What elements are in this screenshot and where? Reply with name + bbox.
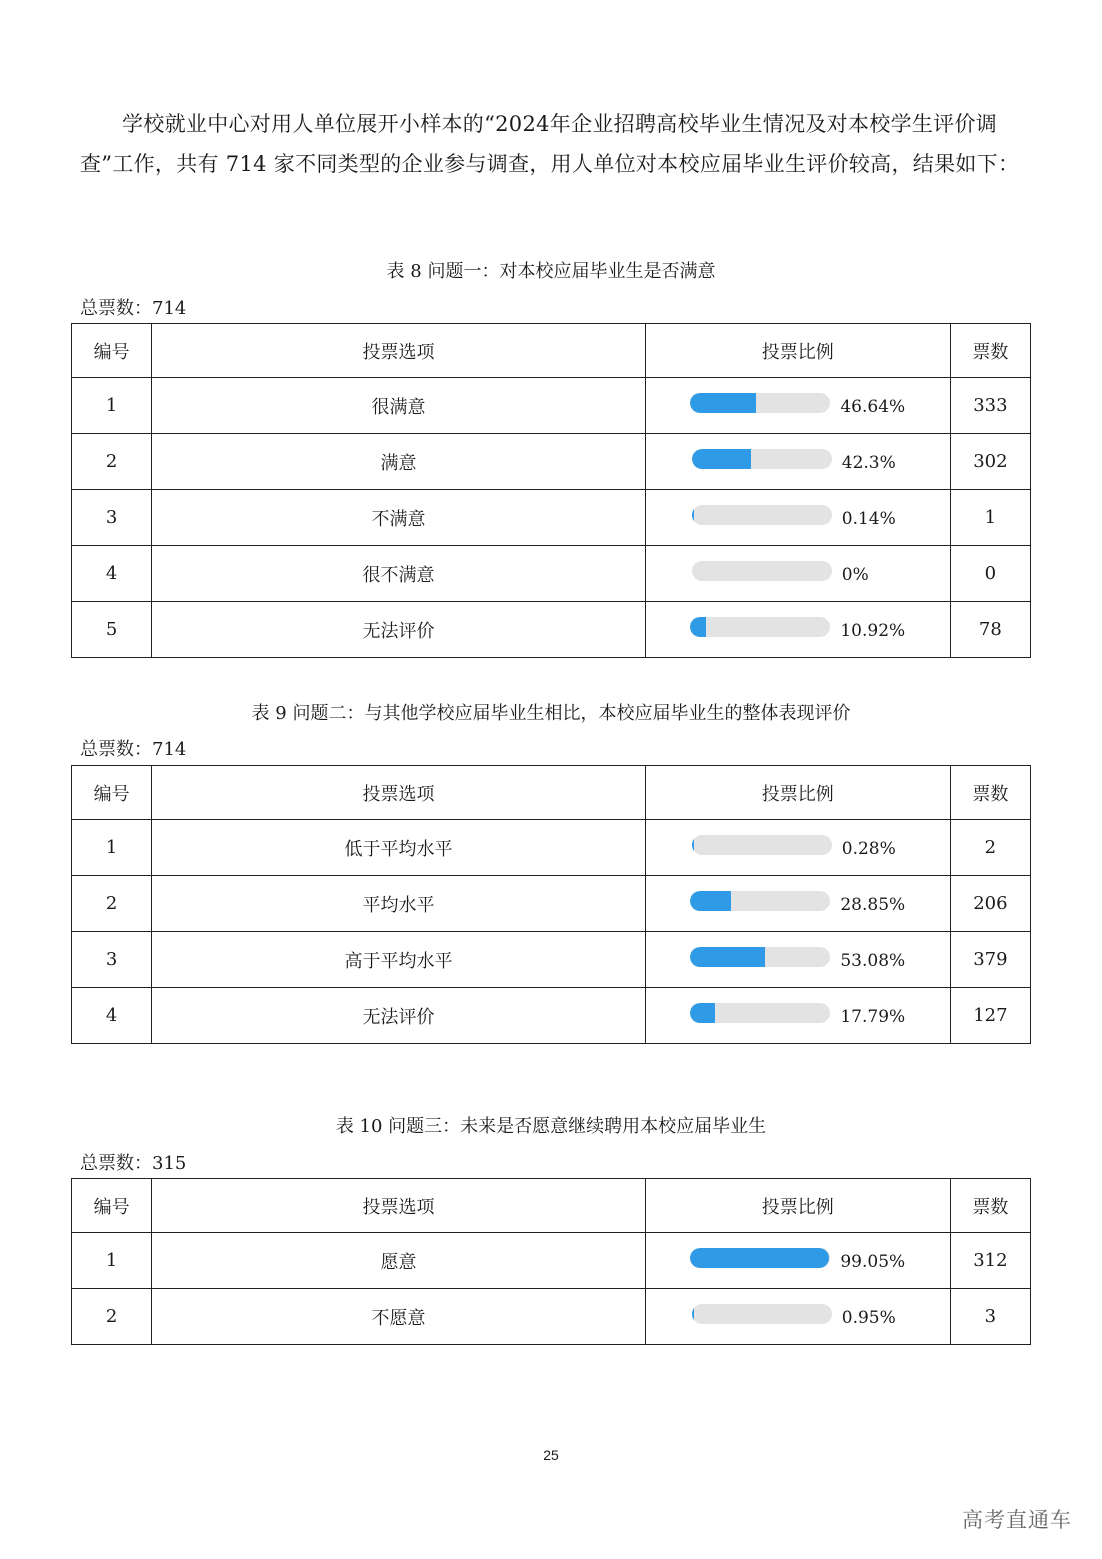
progress-bar-fill <box>690 947 764 967</box>
progress-bar-fill <box>692 449 751 469</box>
table-10 <box>71 1178 1031 1345</box>
row-ratio <box>645 546 950 602</box>
row-number: 3 <box>72 490 152 546</box>
progress-bar-track <box>690 1003 830 1023</box>
row-number: 5 <box>72 602 152 658</box>
ratio-group <box>646 617 950 641</box>
table-row <box>72 602 1031 658</box>
row-option: 很满意 <box>152 378 646 434</box>
row-number: 2 <box>72 1289 152 1345</box>
row-ratio <box>645 988 950 1044</box>
header-option: 投票选项 <box>152 324 646 378</box>
row-count: 302 <box>950 434 1030 490</box>
row-ratio <box>645 1233 950 1289</box>
row-number: 4 <box>72 988 152 1044</box>
ratio-group <box>646 835 950 859</box>
row-option: 愿意 <box>152 1233 646 1289</box>
table-9 <box>71 765 1031 1044</box>
progress-bar-track <box>690 393 830 413</box>
row-option: 满意 <box>152 434 646 490</box>
header-ratio: 投票比例 <box>645 1179 950 1233</box>
ratio-percent: 0.14% <box>841 509 896 529</box>
header-count: 票数 <box>950 1179 1030 1233</box>
ratio-percent: 42.3% <box>841 453 896 473</box>
header-option: 投票选项 <box>152 1179 646 1233</box>
header-number: 编号 <box>72 766 152 820</box>
row-number: 4 <box>72 546 152 602</box>
intro-paragraph: 学校就业中心对用人单位展开小样本的“2024年企业招聘高校毕业生情况及对本校学生评价调查”工作，共有 714 家不同类型的企业参与调查，用人单位对本校应届毕业生评价较高，结果如下： <box>80 112 1020 176</box>
row-ratio <box>645 602 950 658</box>
table-row <box>72 546 1031 602</box>
progress-bar-track <box>692 449 832 469</box>
progress-bar-fill <box>692 835 694 855</box>
progress-bar-fill <box>690 1248 829 1268</box>
table-header-row <box>72 766 1031 820</box>
ratio-group <box>646 947 950 971</box>
progress-bar-track <box>690 891 830 911</box>
progress-bar-fill <box>690 617 705 637</box>
row-count: 379 <box>950 932 1030 988</box>
row-count: 2 <box>950 820 1030 876</box>
row-ratio <box>645 820 950 876</box>
row-ratio <box>645 490 950 546</box>
row-option: 不满意 <box>152 490 646 546</box>
row-option: 不愿意 <box>152 1289 646 1345</box>
table-row <box>72 378 1031 434</box>
progress-bar-track <box>692 835 832 855</box>
table-8 <box>71 323 1031 658</box>
ratio-percent: 46.64% <box>840 397 906 417</box>
ratio-percent: 10.92% <box>840 621 906 641</box>
progress-bar-track <box>690 617 830 637</box>
ratio-percent: 28.85% <box>840 895 906 915</box>
table-header-row <box>72 1179 1031 1233</box>
table-9-total-votes: 总票数：714 <box>80 739 187 760</box>
table-8-total-votes: 总票数：714 <box>80 298 187 319</box>
row-count: 206 <box>950 876 1030 932</box>
progress-bar-fill <box>690 891 730 911</box>
row-number: 1 <box>72 820 152 876</box>
table-8-caption: 表 8 问题一：对本校应届毕业生是否满意 <box>386 261 716 282</box>
row-count: 127 <box>950 988 1030 1044</box>
row-count: 3 <box>950 1289 1030 1345</box>
progress-bar-track <box>692 505 832 525</box>
progress-bar-track <box>690 1248 830 1268</box>
header-number: 编号 <box>72 324 152 378</box>
header-number: 编号 <box>72 1179 152 1233</box>
watermark-text: 高考直通车 <box>962 1508 1072 1532</box>
row-ratio <box>645 378 950 434</box>
ratio-group <box>646 1003 950 1027</box>
progress-bar-fill <box>692 1304 694 1324</box>
header-option: 投票选项 <box>152 766 646 820</box>
ratio-group <box>646 891 950 915</box>
progress-bar-track <box>692 561 832 581</box>
ratio-group <box>646 1304 950 1328</box>
table-row <box>72 820 1031 876</box>
table-row <box>72 988 1031 1044</box>
row-option: 低于平均水平 <box>152 820 646 876</box>
row-ratio <box>645 1289 950 1345</box>
progress-bar-track <box>690 947 830 967</box>
ratio-group <box>646 561 950 585</box>
table-row <box>72 1289 1031 1345</box>
table-9-caption: 表 9 问题二：与其他学校应届毕业生相比，本校应届毕业生的整体表现评价 <box>251 703 851 724</box>
row-ratio <box>645 932 950 988</box>
row-option: 高于平均水平 <box>152 932 646 988</box>
ratio-group <box>646 393 950 417</box>
table-row <box>72 434 1031 490</box>
header-ratio: 投票比例 <box>645 766 950 820</box>
table-row <box>72 1233 1031 1289</box>
header-count: 票数 <box>950 766 1030 820</box>
row-ratio <box>645 876 950 932</box>
ratio-percent: 99.05% <box>840 1252 906 1272</box>
table-header-row <box>72 324 1031 378</box>
row-number: 3 <box>72 932 152 988</box>
ratio-group <box>646 1248 950 1272</box>
table-row <box>72 490 1031 546</box>
table-row <box>72 876 1031 932</box>
row-option: 很不满意 <box>152 546 646 602</box>
ratio-percent: 0.95% <box>841 1308 896 1328</box>
ratio-percent: 0% <box>841 565 869 585</box>
row-count: 78 <box>950 602 1030 658</box>
progress-bar-fill <box>690 393 755 413</box>
row-option: 无法评价 <box>152 602 646 658</box>
row-option: 平均水平 <box>152 876 646 932</box>
row-number: 1 <box>72 378 152 434</box>
row-count: 1 <box>950 490 1030 546</box>
ratio-group <box>646 449 950 473</box>
row-number: 1 <box>72 1233 152 1289</box>
table-10-caption: 表 10 问题三：未来是否愿意继续聘用本校应届毕业生 <box>335 1116 767 1137</box>
ratio-percent: 53.08% <box>840 951 906 971</box>
header-count: 票数 <box>950 324 1030 378</box>
page-number: 25 <box>543 1447 559 1463</box>
row-ratio <box>645 434 950 490</box>
header-ratio: 投票比例 <box>645 324 950 378</box>
row-option: 无法评价 <box>152 988 646 1044</box>
row-number: 2 <box>72 434 152 490</box>
ratio-group <box>646 505 950 529</box>
ratio-percent: 17.79% <box>840 1007 906 1027</box>
table-10-total-votes: 总票数：315 <box>80 1153 187 1174</box>
ratio-percent: 0.28% <box>841 839 896 859</box>
row-count: 333 <box>950 378 1030 434</box>
table-row <box>72 932 1031 988</box>
row-number: 2 <box>72 876 152 932</box>
row-count: 312 <box>950 1233 1030 1289</box>
progress-bar-track <box>692 1304 832 1324</box>
progress-bar-fill <box>690 1003 715 1023</box>
row-count: 0 <box>950 546 1030 602</box>
progress-bar-fill <box>692 505 694 525</box>
